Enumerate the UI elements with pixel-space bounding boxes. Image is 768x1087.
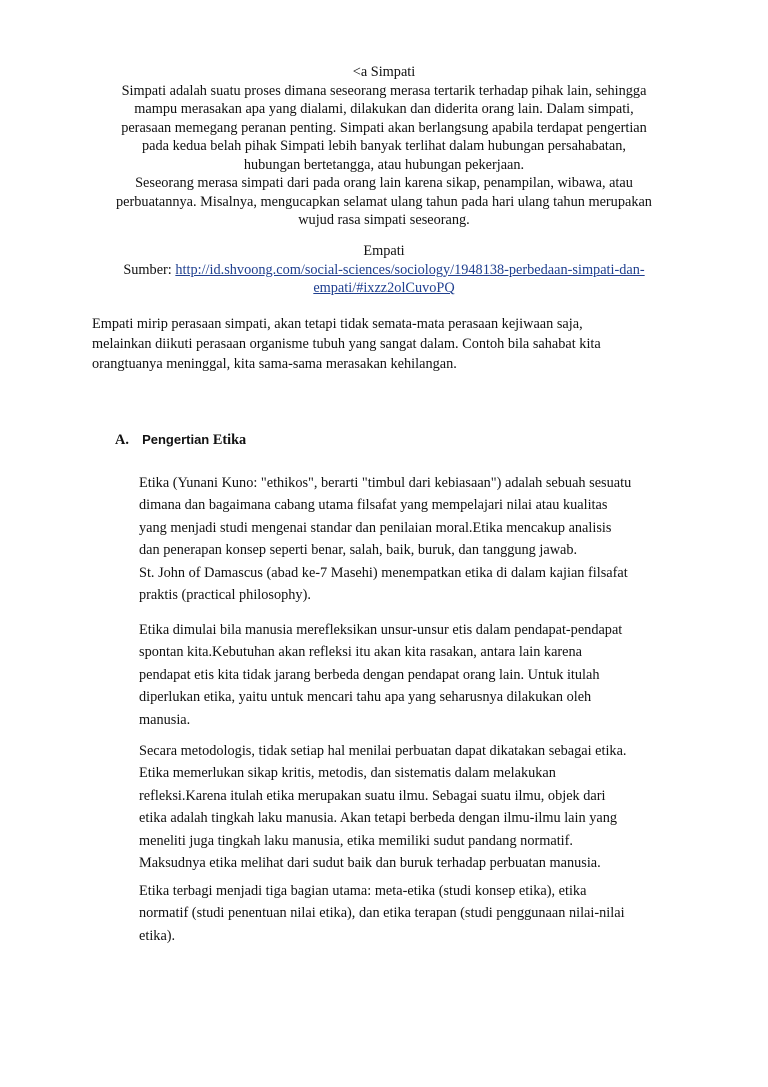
paragraph-line: etika). (139, 927, 176, 944)
empati-title: Empati (363, 243, 405, 259)
etika-paragraph (139, 740, 699, 874)
heading-word-1: Pengertian (142, 432, 210, 447)
paragraph-line: etika adalah tingkah laku manusia. Akan tetapi berbeda dengan ilmu-ilmu lain yang (139, 810, 618, 827)
paragraph-line: meneliti juga tingkah laku manusia, etika memiliki sudut pandang normatif. (139, 832, 573, 849)
paragraph-line: Etika memerlukan sikap kritis, metodis, dan sistematis dalam melakukan (139, 765, 556, 782)
paragraph-line: Etika terbagi menjadi tiga bagian utama: meta-etika (studi konsep etika), etika (139, 883, 587, 899)
paragraph-line: praktis (practical philosophy). (139, 587, 311, 604)
paragraph-line: melainkan diikuti perasaan organisme tubuh yang sangat dalam. Contoh bila sahabat kita (92, 336, 601, 352)
etika-paragraph (139, 472, 699, 606)
section-heading (115, 432, 246, 449)
paragraph-line: dimana dan bagaimana cabang utama filsafat yang mempelajari nilai atau kualitas (139, 497, 608, 514)
simpati-line: perasaan memegang peranan penting. Simpati akan berlangsung apabila terdapat pengertian (121, 119, 647, 136)
paragraph-line: normatif (studi penentuan nilai etika), dan etika terapan (studi penggunaan nilai-nilai (139, 905, 625, 922)
simpati-line: perbuatannya. Misalnya, mengucapkan selamat ulang tahun pada hari ulang tahun merupakan (116, 193, 652, 210)
source-line (82, 261, 686, 280)
simpati-line: hubungan bertetangga, atau hubungan pekerjaan. (243, 156, 525, 173)
simpati-line: Seseorang merasa simpati dari pada orang lain karena sikap, penampilan, wibawa, atau (135, 175, 633, 191)
paragraph-line: orangtuanya meninggal, kita sama-sama merasakan kehilangan. (92, 356, 457, 372)
paragraph-line: Empati mirip perasaan simpati, akan tetapi tidak semata-mata perasaan kejiwaan saja, (92, 316, 583, 332)
etika-paragraph (139, 880, 699, 947)
simpati-line: pada kedua belah pihak Simpati lebih banyak terlihat dalam hubungan persahabatan, (142, 138, 626, 154)
simpati-title: <a Simpati (352, 64, 416, 80)
empati-paragraph (92, 314, 692, 374)
paragraph-line: Etika (Yunani Kuno: "ethikos", berarti "timbul dari kebiasaan") adalah sebuah sesuatu (139, 475, 632, 491)
paragraph-line: spontan kita.Kebutuhan akan refleksi itu akan kita rasakan, antara lain karena (139, 644, 583, 661)
paragraph-line: manusia. (139, 711, 191, 728)
paragraph-line: Maksudnya etika melihat dari sudut baik dan buruk terhadap perbuatan manusia. (139, 855, 601, 872)
paragraph-line: St. John of Damascus (abad ke-7 Masehi) menempatkan etika di dalam kajian filsafat (139, 564, 628, 581)
source-line-2 (82, 279, 686, 298)
paragraph-line: Secara metodologis, tidak setiap hal menilai perbuatan dapat dikatakan sebagai etika. (139, 743, 627, 759)
empati-header (82, 242, 686, 298)
source-link[interactable]: http://id.shvoong.com/social-sciences/sociology/1948138-perbedaan-simpati-dan- (175, 261, 645, 278)
simpati-section (82, 63, 686, 230)
etika-paragraph (139, 619, 699, 731)
simpati-line: wujud rasa simpati seseorang. (298, 212, 470, 228)
paragraph-line: Etika dimulai bila manusia merefleksikan unsur-unsur etis dalam pendapat-pendapat (139, 622, 623, 638)
paragraph-line: dan penerapan konsep seperti benar, salah, baik, buruk, dan tanggung jawab. (139, 542, 578, 559)
simpati-line: Simpati adalah suatu proses dimana seseorang merasa tertarik terhadap pihak lain, sehingga (121, 82, 647, 99)
paragraph-line: yang menjadi studi mengenai standar dan penilaian moral.Etika mencakup analisis (139, 519, 612, 536)
source-label: Sumber: (123, 261, 172, 278)
heading-word-2: Etika (212, 432, 247, 448)
paragraph-line: pendapat etis kita tidak jarang berbeda dengan pendapat orang lain. Untuk itulah (139, 666, 600, 683)
source-link-continued[interactable]: empati/#ixzz2olCuvoPQ (313, 280, 455, 296)
simpati-line: mampu merasakan apa yang dialami, dilakukan dan diderita orang lain. Dalam simpati, (134, 101, 634, 117)
paragraph-line: diperlukan etika, yaitu untuk mencari tahu apa yang seharusnya dilakukan oleh (139, 689, 592, 706)
paragraph-line: refleksi.Karena itulah etika merupakan suatu ilmu. Sebagai suatu ilmu, objek dari (139, 787, 606, 804)
heading-letter: A. (115, 432, 129, 448)
